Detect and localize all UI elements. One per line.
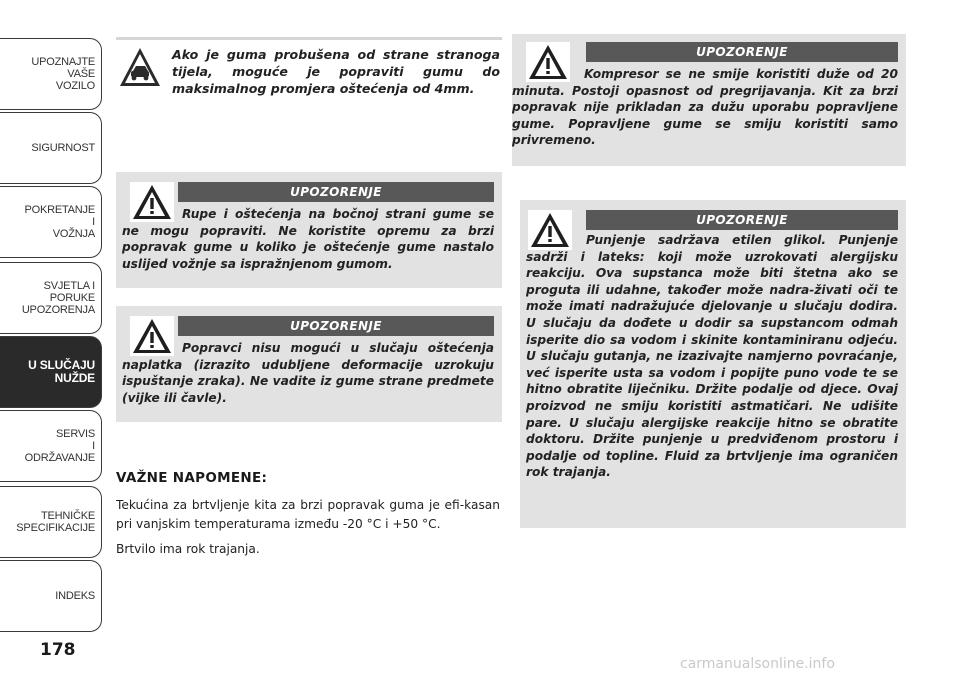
- warning-box-compressor: [512, 34, 906, 166]
- tab-pokretanje-i-voznja[interactable]: POKRETANJE I VOŽNJA: [0, 186, 102, 258]
- warning-heading: UPOZORENJE: [178, 316, 494, 336]
- warning-heading: UPOZORENJE: [178, 182, 494, 202]
- warning-text: Punjenje sadržava etilen glikol. Punjenje sadrži i lateks: koji može uzrokovati alergijsku reakciju. Ova supstanca može biti štetna ako se proguta ili udahne, također može nadra-živati oči te može imati nadražujuće djelovanje u slučaju dodira. U slučaju da dođete u dodir sa supstancom odmah isperite dio sa vodom i skinite kontaminiranu odjeću. U slučaju gutanja, ne izazivajte namjerno povraćanje, već isperite usta sa vodom i popijte puno vode te se hitno obratite liječniku. Držite podalje od djece. Ovaj proizvod ne smiju koristiti astmatičari. Ne udišite pare. U slučaju alergijske reakcije hitno se obratite doktoru. Držite punjenje u predviđenom prostoru i podalje od topline. Fluid za brtvljenje ima ograničen rok trajanja.: [526, 233, 898, 480]
- tab-tehnicke-specifikacije[interactable]: TEHNIČKE SPECIFIKACIJE: [0, 486, 102, 558]
- car-tire-icon: [118, 46, 162, 86]
- warning-heading: UPOZORENJE: [586, 210, 898, 230]
- notes-paragraph: Tekućina za brtvljenje kita za brzi popravak guma je efi-kasan pri vanjskim temperaturama između -20 °C i +50 °C.: [116, 498, 500, 531]
- warning-heading: UPOZORENJE: [586, 42, 898, 62]
- tab-u-slucaju-nuzde[interactable]: U SLUČAJU NUŽDE: [0, 336, 102, 408]
- warning-text: Kompresor se ne smije koristiti duže od 20 minuta. Postoji opasnost od pregrijavanja. Kit za brzi popravak nije prikladan za dužu uporabu popravljene gume. Popravljene gume se smiju koristiti samo privremeno.: [512, 67, 898, 148]
- tab-servis-i-odrzavanje[interactable]: SERVIS I ODRŽAVANJE: [0, 410, 102, 482]
- warning-text: Popravci nisu mogući u slučaju oštećenja naplatka (izrazito udubljene deformacije uzrokuju ispuštanje zraka). Ne vadite iz gume strane predmete (vijke ili čavle).: [122, 341, 494, 405]
- tab-sigurnost[interactable]: SIGURNOST: [0, 112, 102, 184]
- notes-heading: VAŽNE NAPOMENE:: [116, 470, 268, 486]
- warning-box-sealant: [520, 200, 906, 528]
- warning-box-rim: [116, 306, 502, 422]
- note-text: Ako je guma probušena od strane stranoga tijela, moguće je popraviti gumu do maksimalnog promjera oštećenja od 4mm.: [172, 47, 500, 96]
- warning-box-sidewall: [116, 172, 502, 288]
- tab-svjetla-i-poruke[interactable]: SVJETLA I PORUKE UPOZORENJA: [0, 262, 102, 334]
- tab-upoznajte-vase-vozilo[interactable]: UPOZNAJTE VAŠE VOZILO: [0, 38, 102, 110]
- page-number: 178: [40, 640, 76, 660]
- tab-indeks[interactable]: INDEKS: [0, 560, 102, 632]
- warning-text: Rupe i oštećenja na bočnoj strani gume se ne mogu popraviti. Ne koristite opremu za brzi popravak gume u koliko je oštećenje gume nastalo uslijed vožnje sa ispražnjenom gumom.: [122, 207, 494, 271]
- watermark: carmanualsonline.info: [680, 656, 835, 672]
- notes-paragraph: Brtvilo ima rok trajanja.: [116, 542, 260, 556]
